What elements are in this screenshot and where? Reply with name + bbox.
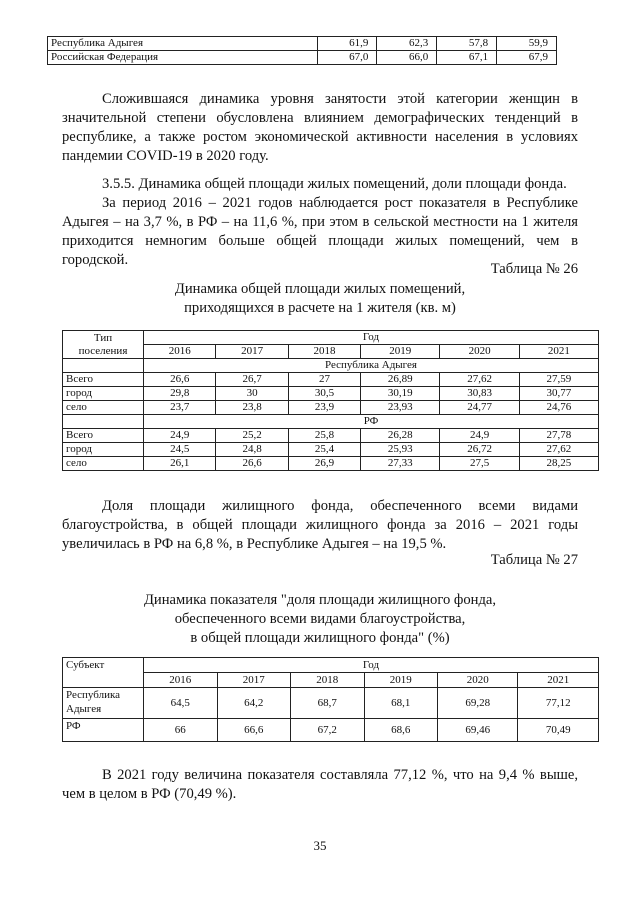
table-cell: 25,8	[288, 429, 360, 443]
table-cell: 30	[216, 387, 288, 401]
table-cell: 24,9	[144, 429, 216, 443]
paragraph-section-355	[62, 175, 578, 270]
table-cell: 30,19	[361, 387, 440, 401]
row-label: РФ	[63, 719, 144, 742]
table-cell: 25,2	[216, 429, 288, 443]
section-label: РФ	[144, 415, 599, 429]
table-cell: 23,9	[288, 401, 360, 415]
row-label: город	[63, 443, 144, 457]
header-settlement-type	[63, 331, 144, 359]
table-cell: 67,2	[291, 719, 365, 742]
table-cell: 66,6	[217, 719, 291, 742]
table-row	[63, 387, 599, 401]
table-cell: 27,59	[519, 373, 598, 387]
section-row	[63, 415, 599, 429]
table-27-label: Таблица № 27	[490, 552, 578, 568]
table-cell: 23,93	[361, 401, 440, 415]
table-row	[63, 373, 599, 387]
table-row	[48, 51, 557, 65]
table-row	[63, 429, 599, 443]
table-cell: 24,9	[440, 429, 519, 443]
paragraph-text: Доля площади жилищного фонда, обеспеченного всеми видами благоустройства, в общей площади жилищного фонда за 2016 – 2021 годы увеличилась в РФ на 6,8 %, в Республике Адыгея – на 19,5 %.	[62, 498, 578, 552]
table-26	[62, 330, 599, 471]
table-cell: 27	[288, 373, 360, 387]
table-cell: 26,7	[216, 373, 288, 387]
table-cell: 27,33	[361, 457, 440, 471]
row-label: Российская Федерация	[48, 51, 318, 65]
table-header-row	[63, 345, 599, 359]
table-header-row	[63, 658, 599, 673]
table-cell: 24,76	[519, 401, 598, 415]
paragraph-housing-share	[62, 497, 578, 554]
row-label	[63, 688, 144, 719]
table-cell: 26,72	[440, 443, 519, 457]
row-label: село	[63, 457, 144, 471]
table-row	[63, 443, 599, 457]
table-27	[62, 657, 599, 742]
title-line: в общей площади жилищного фонда" (%)	[190, 630, 450, 646]
table-cell: 24,8	[216, 443, 288, 457]
table-cell: 66	[144, 719, 218, 742]
table-26-label: Таблица № 26	[490, 261, 578, 277]
employment-table-continuation	[47, 36, 557, 65]
table-cell: 26,28	[361, 429, 440, 443]
paragraph-employment	[62, 90, 578, 166]
header-subject: Субъект	[63, 658, 144, 688]
title-line: Динамика общей площади жилых помещений,	[174, 281, 466, 297]
table-cell: 30,5	[288, 387, 360, 401]
table-row	[63, 401, 599, 415]
table-row	[63, 719, 599, 742]
paragraph-text: Сложившаяся динамика уровня занятости этой категории женщин в значительной степени обусловлена влиянием демографических тенденций в республике, а также ростом экономической активности населения в условиях пандемии COVID-19 в 2020 году.	[62, 91, 578, 164]
table-row	[48, 37, 557, 51]
table-cell: 68,7	[291, 688, 365, 719]
row-label-line: Республика	[66, 689, 121, 701]
table-cell: 29,8	[144, 387, 216, 401]
section-label: Республика Адыгея	[144, 359, 599, 373]
header-year: Год	[144, 658, 599, 673]
table-cell: 26,6	[144, 373, 216, 387]
row-label: Всего	[63, 373, 144, 387]
header-year: Год	[144, 331, 599, 345]
year-cell: 2018	[291, 673, 365, 688]
year-cell: 2021	[518, 673, 599, 688]
table-cell: 68,6	[364, 719, 438, 742]
table-27-title	[62, 591, 578, 648]
title-line: приходящихся в расчете на 1 жителя (кв. м)	[184, 300, 456, 316]
year-cell: 2017	[216, 345, 288, 359]
table-row	[63, 688, 599, 719]
table-cell: 30,77	[519, 387, 598, 401]
table-header-row	[63, 331, 599, 345]
year-cell: 2019	[364, 673, 438, 688]
table-cell	[63, 359, 144, 373]
table-cell: 77,12	[518, 688, 599, 719]
table-cell: 67,0	[317, 51, 377, 65]
paragraph-text: За период 2016 – 2021 годов наблюдается рост показателя в Республике Адыгея – на 3,7 %, в РФ – на 11,6 %, при этом в сельской местности на 1 жителя приходится немногим больше общей площади жилых помещений, чем в городской.	[62, 195, 578, 268]
year-cell: 2017	[217, 673, 291, 688]
year-cell: 2018	[288, 345, 360, 359]
row-label: город	[63, 387, 144, 401]
year-cell: 2019	[361, 345, 440, 359]
table-cell: 26,6	[216, 457, 288, 471]
table-cell: 26,9	[288, 457, 360, 471]
title-line: Динамика показателя "доля площади жилищного фонда,	[143, 592, 497, 608]
table-cell: 64,5	[144, 688, 218, 719]
section-row	[63, 359, 599, 373]
title-line: обеспеченного всеми видами благоустройства,	[174, 611, 466, 627]
table-cell: 62,3	[377, 37, 437, 51]
row-label: Республика Адыгея	[48, 37, 318, 51]
table-cell: 61,9	[317, 37, 377, 51]
table-cell: 64,2	[217, 688, 291, 719]
table-cell: 66,0	[377, 51, 437, 65]
year-cell: 2016	[144, 673, 218, 688]
table-cell	[63, 415, 144, 429]
year-cell: 2020	[440, 345, 519, 359]
table-cell: 25,93	[361, 443, 440, 457]
table-cell: 68,1	[364, 688, 438, 719]
table-cell: 27,62	[440, 373, 519, 387]
table-cell: 57,8	[437, 37, 497, 51]
table-cell: 27,5	[440, 457, 519, 471]
table-cell: 30,83	[440, 387, 519, 401]
table-cell: 25,4	[288, 443, 360, 457]
year-cell: 2020	[438, 673, 518, 688]
table-cell: 70,49	[518, 719, 599, 742]
table-cell: 69,46	[438, 719, 518, 742]
row-label-line: Адыгея	[66, 703, 102, 715]
table-cell: 26,1	[144, 457, 216, 471]
table-cell: 67,1	[437, 51, 497, 65]
table-cell: 27,78	[519, 429, 598, 443]
header-text: поселения	[78, 344, 128, 357]
page-number: 35	[313, 838, 327, 853]
year-cell: 2016	[144, 345, 216, 359]
table-26-title	[62, 280, 578, 318]
table-cell: 23,7	[144, 401, 216, 415]
table-header-row	[63, 673, 599, 688]
table-cell: 28,25	[519, 457, 598, 471]
table-cell: 24,77	[440, 401, 519, 415]
paragraph-2021-value	[62, 766, 578, 804]
table-cell: 27,62	[519, 443, 598, 457]
header-text: Тип	[93, 331, 113, 344]
table-cell: 23,8	[216, 401, 288, 415]
year-cell: 2021	[519, 345, 598, 359]
row-label: Всего	[63, 429, 144, 443]
section-heading: 3.5.5. Динамика общей площади жилых помещений, доли площади фонда.	[102, 176, 567, 192]
table-cell: 59,9	[497, 37, 557, 51]
table-cell: 69,28	[438, 688, 518, 719]
paragraph-text: В 2021 году величина показателя составляла 77,12 %, что на 9,4 % выше, чем в целом в РФ (70,49 %).	[62, 767, 578, 802]
table-row	[63, 457, 599, 471]
table-cell: 26,89	[361, 373, 440, 387]
row-label: село	[63, 401, 144, 415]
table-cell: 24,5	[144, 443, 216, 457]
table-cell: 67,9	[497, 51, 557, 65]
